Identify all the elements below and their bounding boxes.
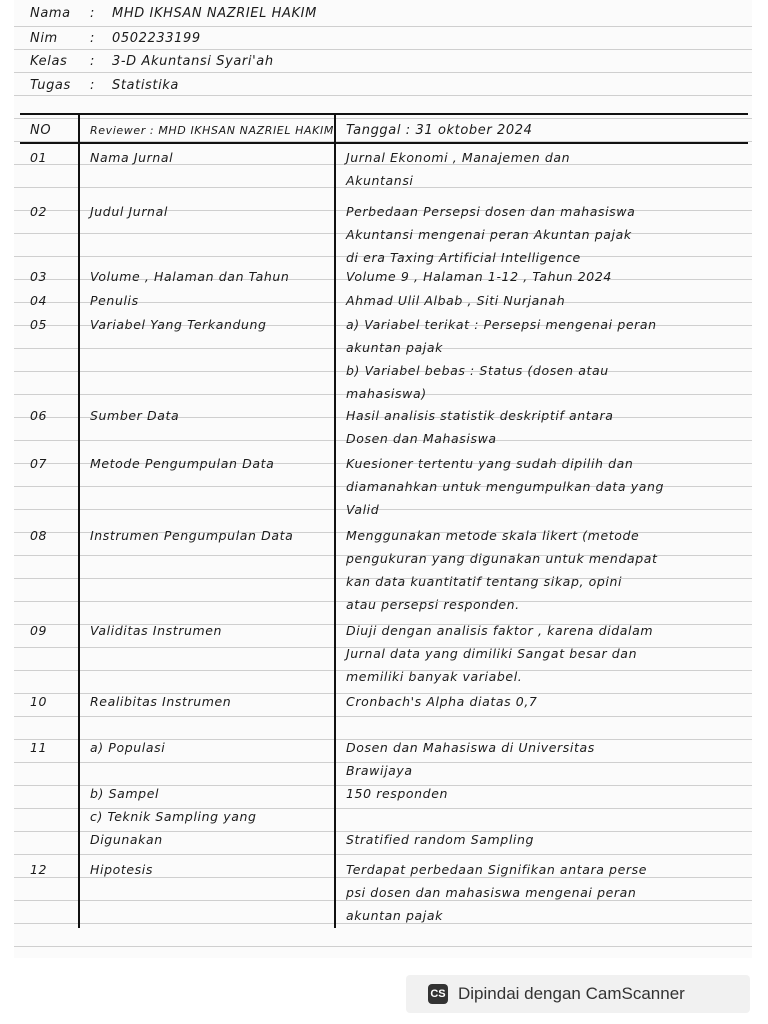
row-item-line: Validitas Instrumen <box>90 623 223 638</box>
row-item <box>90 858 330 881</box>
row-value-line: Akuntansi <box>346 173 414 188</box>
row-value-line: Cronbach's Alpha diatas 0,7 <box>346 694 538 709</box>
row-value-line: Hasil analisis statistik deskriptif antara <box>346 408 614 423</box>
row-value <box>346 858 746 927</box>
row-value-line: memiliki banyak variabel. <box>346 669 523 684</box>
row-value-line: Volume 9 , Halaman 1-12 , Tahun 2024 <box>346 269 612 284</box>
row-value-line: Kuesioner tertentu yang sudah dipilih dan <box>346 456 634 471</box>
row-value-line: pengukuran yang digunakan untuk mendapat <box>346 551 658 566</box>
row-number: 11 <box>30 740 48 755</box>
row-value-line: Dosen dan Mahasiswa di Universitas <box>346 740 595 755</box>
row-number: 10 <box>30 694 48 709</box>
row-value-line: Ahmad Ulil Albab , Siti Nurjanah <box>346 293 566 308</box>
camscanner-badge <box>406 975 750 1013</box>
row-value <box>346 404 746 450</box>
row-value-line: atau persepsi responden. <box>346 597 520 612</box>
row-item-line: Nama Jurnal <box>90 150 174 165</box>
row-value-line: akuntan pajak <box>346 340 443 355</box>
row-number: 04 <box>30 293 48 308</box>
row-item-line <box>90 759 330 782</box>
row-value-line: Valid <box>346 502 380 517</box>
row-item <box>90 452 330 475</box>
row-value-line: mahasiswa) <box>346 386 427 401</box>
row-item-line: Hipotesis <box>90 862 153 877</box>
row-number: 07 <box>30 456 48 471</box>
row-number: 08 <box>30 528 48 543</box>
row-item-line: Digunakan <box>90 832 163 847</box>
row-item-line: Sumber Data <box>90 408 180 423</box>
row-item-line: Metode Pengumpulan Data <box>90 456 275 471</box>
column-divider-1 <box>78 113 80 928</box>
row-value <box>346 289 746 312</box>
row-value <box>346 452 746 521</box>
row-number: 02 <box>30 204 48 219</box>
row-item-line: Penulis <box>90 293 139 308</box>
row-value-line: Diuji dengan analisis faktor , karena didalam <box>346 623 654 638</box>
row-number: 09 <box>30 623 48 638</box>
row-item <box>90 619 330 642</box>
row-item-line: Variabel Yang Terkandung <box>90 317 267 332</box>
row-number: 05 <box>30 317 48 332</box>
row-item <box>90 404 330 427</box>
row-value-line: psi dosen dan mahasiswa mengenai peran <box>346 885 637 900</box>
row-item <box>90 690 330 713</box>
row-item-line: c) Teknik Sampling yang <box>90 809 257 824</box>
row-value-line: di era Taxing Artificial Intelligence <box>346 250 581 265</box>
row-value-line: Terdapat perbedaan Signifikan antara perse <box>346 862 648 877</box>
row-value <box>346 146 746 192</box>
row-value <box>346 690 746 713</box>
row-item-line: Judul Jurnal <box>90 204 168 219</box>
row-value <box>346 200 746 269</box>
row-value <box>346 265 746 288</box>
table-header-rule <box>20 142 748 144</box>
camscanner-logo-icon: CS <box>428 984 448 1004</box>
table-top-rule <box>20 113 748 115</box>
row-value <box>346 313 746 405</box>
row-item <box>90 524 330 547</box>
column-divider-2 <box>334 113 336 928</box>
row-value-line <box>346 805 746 828</box>
row-value-line: Jurnal Ekonomi , Manajemen dan <box>346 150 571 165</box>
row-value-line: 150 responden <box>346 786 449 801</box>
row-value-line: diamanahkan untuk mengumpulkan data yang <box>346 479 665 494</box>
row-value-line: kan data kuantitatif tentang sikap, opini <box>346 574 623 589</box>
header-no: NO <box>30 123 52 138</box>
row-value-line: Brawijaya <box>346 763 413 778</box>
row-value-line: b) Variabel bebas : Status (dosen atau <box>346 363 609 378</box>
row-item <box>90 313 330 336</box>
row-value <box>346 619 746 688</box>
row-item-line: Realibitas Instrumen <box>90 694 232 709</box>
row-number: 03 <box>30 269 48 284</box>
row-item-line: a) Populasi <box>90 740 166 755</box>
row-number: 06 <box>30 408 48 423</box>
row-value-line: Menggunakan metode skala likert (metode <box>346 528 640 543</box>
row-value-line: akuntan pajak <box>346 908 443 923</box>
row-value-line: Perbedaan Persepsi dosen dan mahasiswa <box>346 204 636 219</box>
row-item <box>90 289 330 312</box>
header-nama: Nama : MHD IKHSAN NAZRIEL HAKIM <box>30 6 317 21</box>
camscanner-text: Dipindai dengan CamScanner <box>458 984 685 1003</box>
row-number: 01 <box>30 150 48 165</box>
row-item-line: b) Sampel <box>90 786 160 801</box>
row-item <box>90 265 330 288</box>
row-item <box>90 736 330 851</box>
row-value-line: Stratified random Sampling <box>346 832 535 847</box>
header-tanggal: Tanggal : 31 oktober 2024 <box>346 123 533 138</box>
row-item-line: Volume , Halaman dan Tahun <box>90 269 290 284</box>
row-value-line: Akuntansi mengenai peran Akuntan pajak <box>346 227 632 242</box>
row-value <box>346 736 746 851</box>
row-value-line: a) Variabel terikat : Persepsi mengenai peran <box>346 317 657 332</box>
row-number: 12 <box>30 862 48 877</box>
header-tugas: Tugas : Statistika <box>30 78 180 93</box>
header-kelas: Kelas : 3-D Akuntansi Syari'ah <box>30 54 274 69</box>
row-value-line: Dosen dan Mahasiswa <box>346 431 497 446</box>
row-item <box>90 146 330 169</box>
row-value <box>346 524 746 616</box>
row-item-line: Instrumen Pengumpulan Data <box>90 528 294 543</box>
row-item <box>90 200 330 223</box>
row-value-line: Jurnal data yang dimiliki Sangat besar dan <box>346 646 638 661</box>
header-nim: Nim : 0502233199 <box>30 31 201 46</box>
header-reviewer: Reviewer : MHD IKHSAN NAZRIEL HAKIM <box>90 124 334 137</box>
